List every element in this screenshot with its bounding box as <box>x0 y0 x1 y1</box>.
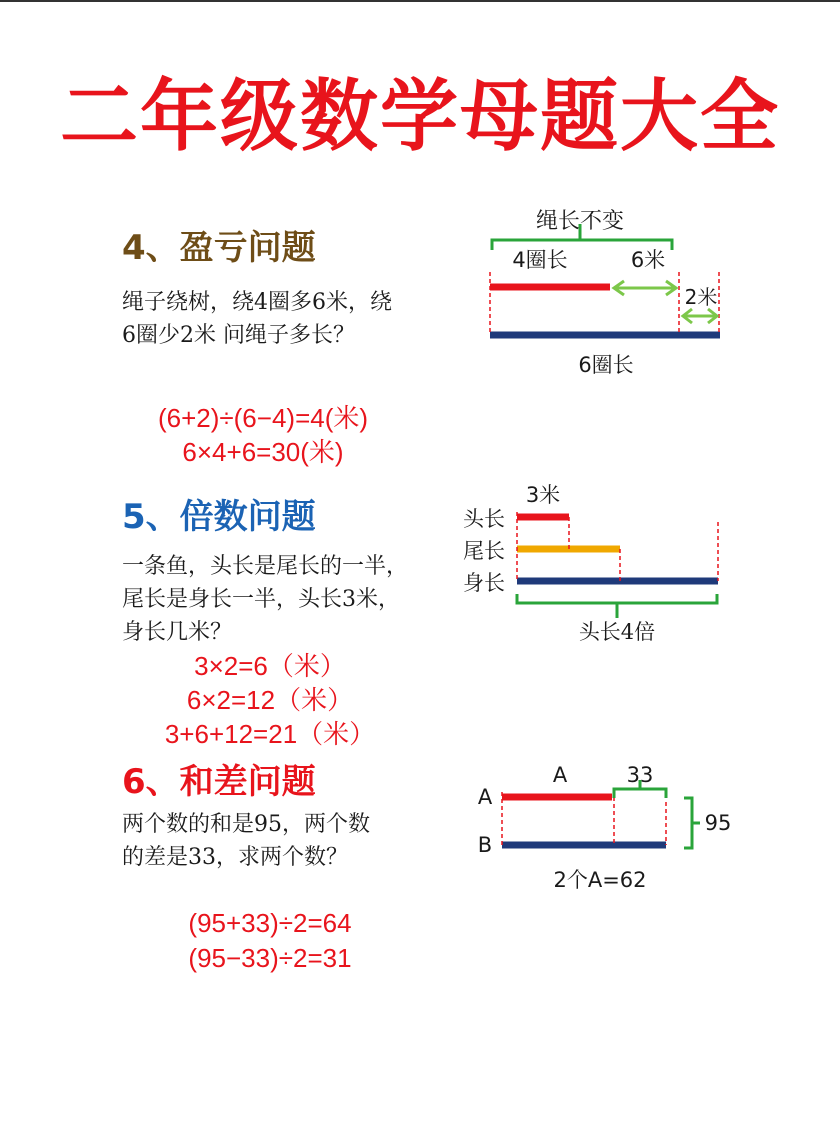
label-2m: 2米 <box>684 285 718 309</box>
label-3m: 3米 <box>525 483 561 507</box>
label-33: 33 <box>626 763 654 787</box>
section-5-formula-2: 6×2=12（米） <box>186 685 354 715</box>
label-body: 身长 <box>463 571 505 595</box>
label-head-4x: 头长4倍 <box>578 620 656 644</box>
brace-sum <box>684 798 700 848</box>
section-6-heading: 6、和差问题 <box>122 762 316 802</box>
section-5-heading: 5、倍数问题 <box>122 497 316 537</box>
section-4-formula-1: (6+2)÷(6−4)=4(米) <box>157 403 369 433</box>
section-5-formula-3: 3+6+12=21（米） <box>164 719 376 749</box>
label-row-b: B <box>477 833 493 857</box>
section-6-diagram <box>0 2 840 1124</box>
label-4-laps: 4圈长 <box>512 248 568 272</box>
label-head: 头长 <box>463 507 505 531</box>
label-95: 95 <box>704 811 732 835</box>
label-2a: 2个A=62 <box>553 868 647 892</box>
section-5-formula-1: 3×2=6（米） <box>194 651 346 681</box>
section-6-formula-2: (95−33)÷2=31 <box>188 943 352 973</box>
section-4-problem: 绳子绕树，绕4圈多6米，绕6圈少2米 问绳子多长？ <box>122 290 392 348</box>
label-6m: 6米 <box>630 248 666 272</box>
label-tail: 尾长 <box>463 539 505 563</box>
brace-diff <box>614 780 666 798</box>
label-a: A <box>552 763 568 787</box>
page-title: 二年级数学母题大全 <box>59 72 780 162</box>
section-5-problem: 一条鱼，头长是尾长的一半，尾长是身长一半，头长3米，身长几米？ <box>122 554 409 645</box>
label-6-laps: 6圈长 <box>578 353 634 377</box>
section-4-heading: 4、盈亏问题 <box>122 228 316 268</box>
label-rope-constant: 绳长不变 <box>535 209 625 234</box>
section-6-formula-1: (95+33)÷2=64 <box>188 908 352 938</box>
section-6-problem: 两个数的和是95，两个数的差是33，求两个数？ <box>122 812 370 870</box>
label-row-a: A <box>477 785 493 809</box>
section-4-formula-2: 6×4+6=30(米) <box>182 437 344 467</box>
